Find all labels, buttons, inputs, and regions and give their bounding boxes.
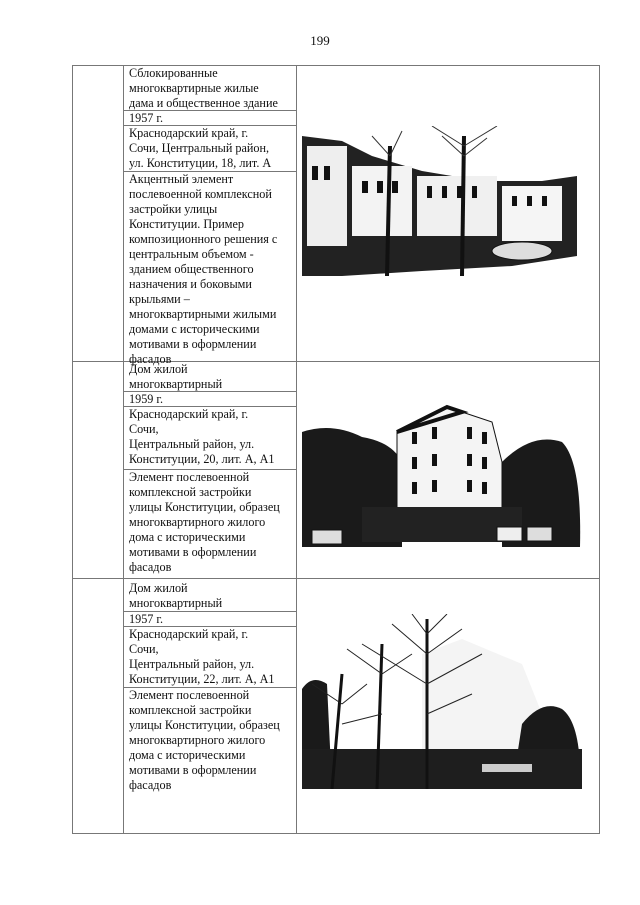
- description-cell: [124, 470, 296, 578]
- text-line: Краснодарский край, г.: [129, 126, 249, 140]
- info-column: [124, 66, 297, 366]
- info-column: [124, 362, 297, 578]
- text-line: Элемент послевоенной: [129, 470, 250, 484]
- address-cell: [124, 126, 296, 172]
- text-line: фасадов: [129, 560, 172, 574]
- text-line: Сочи, Центральный район,: [129, 141, 270, 155]
- text-line: Дом жилой: [129, 362, 188, 376]
- year-cell: [124, 612, 296, 627]
- text-line: мотивами в оформлении: [129, 763, 257, 777]
- text-line: Конституции, 22, лит. А, А1: [129, 672, 275, 686]
- heritage-table: [72, 65, 600, 834]
- photo-cell: [297, 66, 599, 361]
- year-cell: [124, 392, 296, 407]
- text-line: дама и общественное здание: [129, 96, 278, 110]
- text-line: Конституции. Пример: [129, 217, 244, 231]
- number-cell: [73, 579, 124, 833]
- text-line: многоквартирного жилого: [129, 515, 266, 529]
- object-name-cell: [124, 66, 296, 111]
- building-trees-photo: [302, 614, 582, 799]
- text-line: многоквартирный: [129, 377, 223, 391]
- object-name-cell: [124, 362, 296, 392]
- page-number: 199: [310, 33, 330, 48]
- text-line: многоквартирного жилого: [129, 733, 266, 747]
- address-cell: [124, 407, 296, 470]
- text-line: дома с историческими: [129, 748, 246, 762]
- photo-cell: [297, 362, 599, 578]
- text-line: Дом жилой: [129, 581, 188, 595]
- text-line: многоквартирные жилые: [129, 81, 259, 95]
- building-corner-photo: [302, 402, 582, 557]
- text-line: комплексной застройки: [129, 703, 252, 717]
- text-line: Конституции, 20, лит. А, А1: [129, 452, 275, 466]
- photo-cell: [297, 579, 599, 833]
- text-line: крыльями –: [129, 292, 190, 306]
- year-text: 1957 г.: [129, 612, 164, 626]
- text-line: Краснодарский край, г.: [129, 627, 249, 641]
- text-line: многоквартирный: [129, 596, 223, 610]
- text-line: Сочи,: [129, 422, 159, 436]
- text-line: ул. Конституции, 18, лит. А: [129, 156, 272, 170]
- text-line: дома с историческими: [129, 530, 246, 544]
- table-row: [73, 66, 599, 366]
- text-line: улицы Конституции, образец: [129, 500, 280, 514]
- address-cell: [124, 627, 296, 688]
- text-line: мотивами в оформлении: [129, 337, 257, 351]
- year-text: 1957 г.: [129, 111, 164, 125]
- year-cell: [124, 111, 296, 126]
- text-line: фасадов: [129, 352, 172, 366]
- text-line: мотивами в оформлении: [129, 545, 257, 559]
- text-line: центральным объемом -: [129, 247, 254, 261]
- year-text: 1959 г.: [129, 392, 164, 406]
- object-name-cell: [124, 579, 296, 612]
- building-facade-photo: [302, 126, 582, 301]
- text-line: композиционного решения с: [129, 232, 278, 246]
- text-line: Элемент послевоенной: [129, 688, 250, 702]
- text-line: послевоенной комплексной: [129, 187, 272, 201]
- text-line: Сочи,: [129, 642, 159, 656]
- text-line: многоквартирными жилыми: [129, 307, 277, 321]
- text-line: Краснодарский край, г.: [129, 407, 249, 421]
- text-line: зданием общественного: [129, 262, 254, 276]
- text-line: назначения и боковыми: [129, 277, 252, 291]
- info-column: [124, 579, 297, 833]
- text-line: домами с историческими: [129, 322, 260, 336]
- number-cell: [73, 66, 124, 361]
- text-line: Центральный район, ул.: [129, 657, 255, 671]
- description-cell: [124, 688, 296, 833]
- text-line: улицы Конституции, образец: [129, 718, 280, 732]
- table-row: [73, 579, 599, 834]
- text-line: застройки улицы: [129, 202, 218, 216]
- text-line: комплексной застройки: [129, 485, 252, 499]
- description-cell: [124, 172, 296, 367]
- text-line: Акцентный элемент: [129, 172, 234, 186]
- text-line: фасадов: [129, 778, 172, 792]
- table-row: [73, 362, 599, 579]
- number-cell: [73, 362, 124, 578]
- text-line: Центральный район, ул.: [129, 437, 255, 451]
- text-line: Сблокированные: [129, 66, 218, 80]
